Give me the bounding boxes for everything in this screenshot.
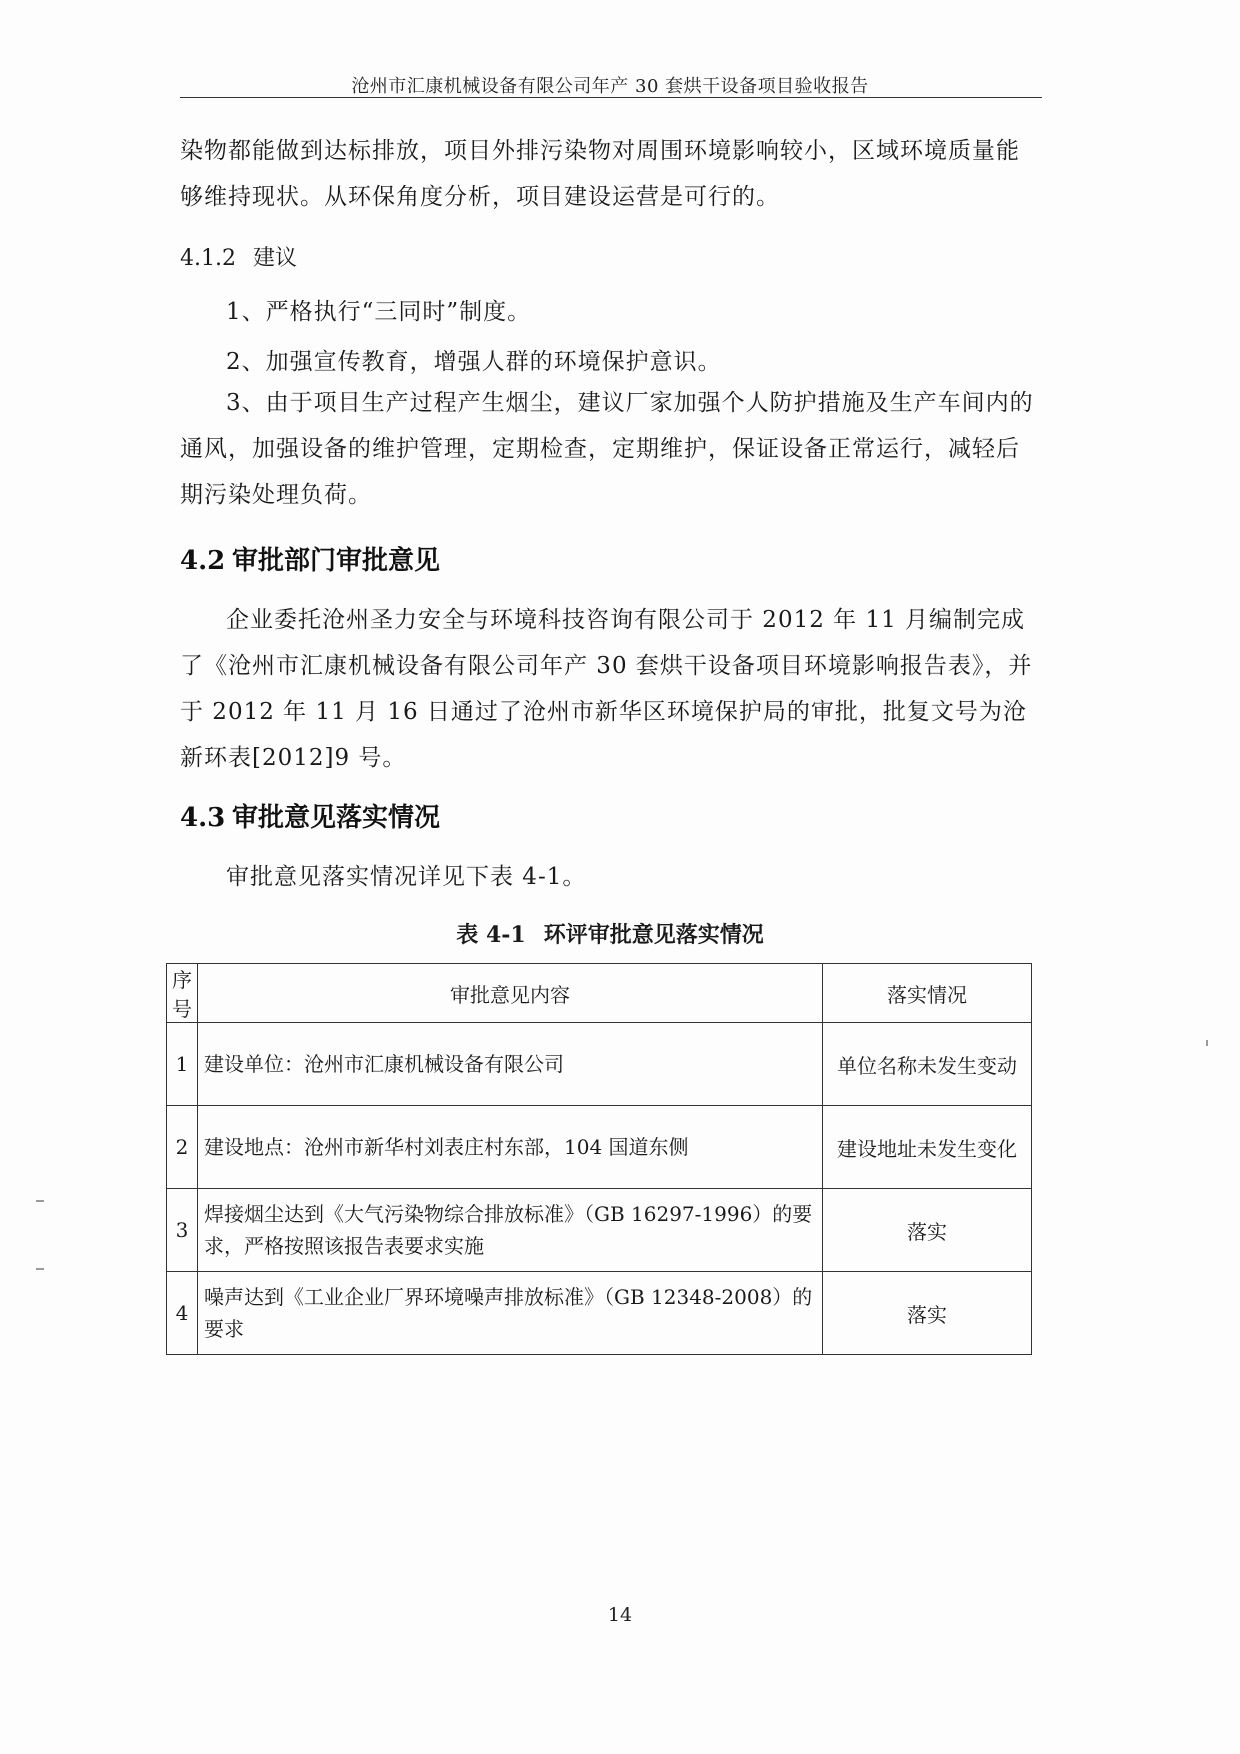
section-title: 审批意见落实情况 <box>232 803 441 833</box>
table-row <box>167 1023 1032 1106</box>
table-caption-number: 表 4-1 <box>456 922 526 948</box>
row-num: 2 <box>167 1106 198 1189</box>
section-title: 审批部门审批意见 <box>232 546 441 576</box>
page-header-title: 沧州市汇康机械设备有限公司年产 30 套烘干设备项目验收报告 <box>351 76 869 97</box>
header-divider <box>180 97 1042 98</box>
subsection-title: 建议 <box>252 246 297 271</box>
header-num: 序号 <box>167 964 198 1023</box>
intro-paragraph: 染物都能做到达标排放，项目外排污染物对周围环境影响较小，区域环境质量能够维持现状。从环保角度分析，项目建设运营是可行的。 <box>180 138 1020 210</box>
suggestion-item: 2、加强宣传教育，增强人群的环境保护意识。 <box>226 349 722 375</box>
section-heading-4-3 <box>180 797 440 834</box>
header-status: 落实情况 <box>823 964 1032 1023</box>
row-status: 单位名称未发生变动 <box>823 1023 1032 1106</box>
header-content: 审批意见内容 <box>198 964 823 1023</box>
row-content: 焊接烟尘达到《大气污染物综合排放标准》（GB 16297-1996）的要求，严格按照该报告表要求实施 <box>198 1189 823 1272</box>
table-row <box>167 1272 1032 1355</box>
approval-table <box>166 963 1032 1355</box>
section-4-3-paragraph: 审批意见落实情况详见下表 4-1。 <box>226 864 587 890</box>
section-4-2-paragraph: 企业委托沧州圣力安全与环境科技咨询有限公司于 2012 年 11 月编制完成了《沧州市汇康机械设备有限公司年产 30 套烘干设备项目环境影响报告表》，并于 2012 年 11 月 16 日通过了沧州市新华区环境保护局的审批，批复文号为沧新环表[2012]9 号。 <box>180 607 1033 771</box>
section-number: 4.3 <box>180 803 226 833</box>
section-heading-4-2 <box>180 540 440 577</box>
row-num: 4 <box>167 1272 198 1355</box>
row-num: 3 <box>167 1189 198 1272</box>
table-header-row <box>167 964 1032 1023</box>
page-number: 14 <box>607 1604 633 1626</box>
table-row <box>167 1106 1032 1189</box>
suggestion-item: 3、由于项目生产过程产生烟尘，建议厂家加强个人防护措施及生产车间内的通风，加强设备的维护管理，定期检查，定期维护，保证设备正常运行，减轻后期污染处理负荷。 <box>180 390 1034 508</box>
table-row <box>167 1189 1032 1272</box>
row-content: 噪声达到《工业企业厂界环境噪声排放标准》（GB 12348-2008）的要求 <box>198 1272 823 1355</box>
section-number: 4.2 <box>180 546 226 576</box>
row-content: 建设地点：沧州市新华村刘表庄村东部，104 国道东侧 <box>198 1106 823 1189</box>
scan-speck <box>36 1200 44 1202</box>
subsection-heading <box>180 241 297 272</box>
row-num: 1 <box>167 1023 198 1106</box>
row-content: 建设单位：沧州市汇康机械设备有限公司 <box>198 1023 823 1106</box>
subsection-number: 4.1.2 <box>180 246 236 271</box>
row-status: 落实 <box>823 1272 1032 1355</box>
scan-speck <box>1206 1040 1208 1046</box>
scan-speck <box>36 1268 44 1270</box>
suggestion-item: 1、严格执行“三同时”制度。 <box>226 299 532 325</box>
row-status: 建设地址未发生变化 <box>823 1106 1032 1189</box>
row-status: 落实 <box>823 1189 1032 1272</box>
table-caption-title: 环评审批意见落实情况 <box>543 922 764 948</box>
table-caption <box>180 918 1040 949</box>
